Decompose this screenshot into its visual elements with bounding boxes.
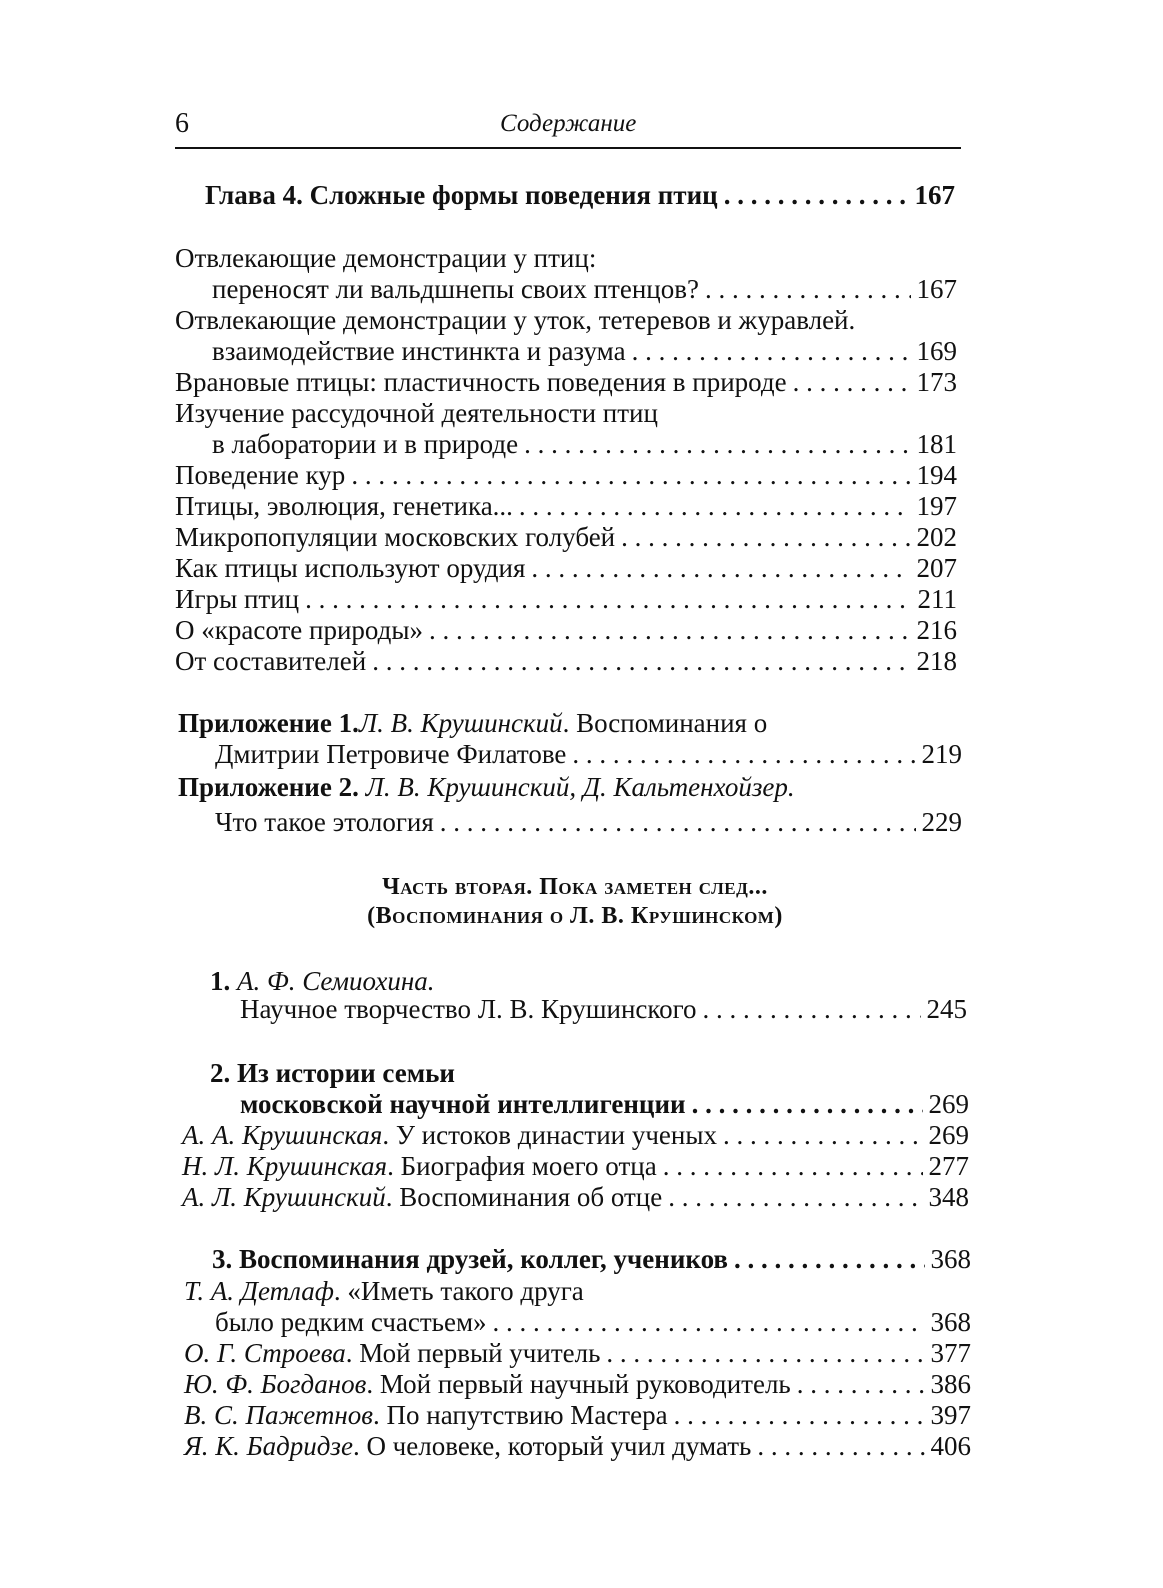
header-rule: [175, 147, 961, 149]
leader-dots: [734, 1244, 925, 1275]
leader-dots: [705, 274, 911, 305]
leader-dots: [703, 994, 921, 1025]
leader-dots: [668, 1182, 922, 1213]
leader-dots: [723, 1120, 922, 1151]
page-ref: 245: [926, 994, 967, 1024]
appendix-2-heading: Приложение 2. Л. В. Крушинский, Д. Кальтенхойзер.: [178, 772, 795, 802]
toc-entry: Ю. Ф. Богданов. Мой первый научный руководитель . . . 386: [184, 1369, 971, 1400]
running-title: Содержание: [500, 110, 637, 137]
part-two-heading-line2: (Воспоминания о Л. В. Крушинском): [367, 903, 783, 929]
toc-entry: Я. К. Бадридзе. О человеке, который учил думать . . . 406: [184, 1431, 971, 1462]
appendix-1-entry: Дмитрии Петровиче Филатове . . . 219: [215, 739, 962, 770]
page-ref: 406: [930, 1431, 971, 1461]
page-ref: 368: [930, 1307, 971, 1337]
leader-dots: [519, 491, 911, 522]
page-ref: 197: [916, 491, 957, 521]
page-ref: 269: [928, 1089, 969, 1119]
toc-entry: В. С. Пажетнов. По напутствию Мастера . . . 397: [184, 1400, 971, 1431]
leader-dots: [793, 367, 911, 398]
page-ref: 167: [914, 180, 955, 210]
leader-dots: [724, 180, 909, 211]
toc-entry-title: Т. А. Детлаф. «Иметь такого друга: [184, 1276, 584, 1306]
toc-entry: От составителей . . . 218: [175, 646, 957, 677]
toc-entry: А. Л. Крушинский. Воспоминания об отце . . . 348: [182, 1182, 969, 1213]
toc-entry-title: Отвлекающие демонстрации у птиц:: [175, 243, 597, 273]
chapter-heading: Глава 4. Сложные формы поведения птиц . . . 167: [205, 180, 955, 211]
leader-dots: [674, 1400, 925, 1431]
toc-entry: Н. Л. Крушинская. Биография моего отца . . . 277: [182, 1151, 969, 1182]
leader-dots: [632, 336, 911, 367]
toc-entry-title: Изучение рассудочной деятельности птиц: [175, 398, 658, 428]
section-1-entry: Научное творчество Л. В. Крушинского . . . 245: [240, 994, 967, 1025]
toc-entry: Птицы, эволюция, генетика... . . . 197: [175, 491, 957, 522]
page-ref: 386: [930, 1369, 971, 1399]
page-ref: 173: [916, 367, 957, 397]
page-ref: 194: [916, 460, 957, 490]
section-2-heading: 2. Из истории семьи: [210, 1058, 455, 1088]
toc-entry: Игры птиц . . . 211: [175, 584, 957, 615]
leader-dots: [429, 615, 910, 646]
toc-entry: О «красоте природы» . . . 216: [175, 615, 957, 646]
page-ref: 207: [916, 553, 957, 583]
leader-dots: [372, 646, 910, 677]
part-two-heading-line1: Часть вторая. Пока заметен след...: [382, 874, 768, 900]
page-ref: 216: [916, 615, 957, 645]
toc-entry: было редким счастьем» . . . 368: [215, 1307, 971, 1338]
leader-dots: [351, 460, 910, 491]
page-ref: 167: [916, 274, 957, 304]
leader-dots: [663, 1151, 923, 1182]
toc-entry: Врановые птицы: пластичность поведения в природе . . . 173: [175, 367, 957, 398]
toc-entry: Как птицы используют орудия . . . 207: [175, 553, 957, 584]
page-number: 6: [175, 108, 189, 139]
page-ref: 211: [917, 584, 957, 614]
leader-dots: [572, 739, 915, 770]
page-ref: 397: [930, 1400, 971, 1430]
toc-entry-title: Отвлекающие демонстрации у уток, тетеревов и журавлей.: [175, 305, 856, 335]
leader-dots: [621, 522, 910, 553]
appendix-2-entry: Что такое этология . . . 229: [215, 807, 962, 838]
leader-dots: [797, 1369, 925, 1400]
page-ref: 229: [921, 807, 962, 837]
section-2-heading-entry: московской научной интеллигенции . . . 269: [240, 1089, 969, 1120]
section-1-heading: 1. А. Ф. Семиохина.: [210, 966, 435, 996]
toc-entry: взаимодействие инстинкта и разума . . . 169: [212, 336, 957, 367]
leader-dots: [692, 1089, 923, 1120]
page-ref: 181: [916, 429, 957, 459]
toc-entry: в лаборатории и в природе . . . 181: [212, 429, 957, 460]
leader-dots: [606, 1338, 924, 1369]
page-ref: 348: [928, 1182, 969, 1212]
leader-dots: [524, 429, 910, 460]
page-ref: 169: [916, 336, 957, 366]
toc-entry: А. А. Крушинская. У истоков династии ученых . . . 269: [182, 1120, 969, 1151]
page-ref: 277: [928, 1151, 969, 1181]
page-ref: 219: [921, 739, 962, 769]
leader-dots: [757, 1431, 924, 1462]
toc-entry: переносят ли вальдшнепы своих птенцов? . . . 167: [212, 274, 957, 305]
section-3-heading-entry: 3. Воспоминания друзей, коллег, учеников . . . 368: [212, 1244, 971, 1275]
toc-entry: О. Г. Строева. Мой первый учитель . . . 377: [184, 1338, 971, 1369]
leader-dots: [305, 584, 911, 615]
page-ref: 377: [930, 1338, 971, 1368]
page-ref: 202: [916, 522, 957, 552]
leader-dots: [440, 807, 916, 838]
page-ref: 218: [916, 646, 957, 676]
leader-dots: [493, 1307, 925, 1338]
page-ref: 269: [928, 1120, 969, 1150]
leader-dots: [531, 553, 910, 584]
toc-entry: Поведение кур . . . 194: [175, 460, 957, 491]
appendix-1-heading: Приложение 1.Л. В. Крушинский. Воспоминания о: [178, 708, 768, 738]
page-ref: 368: [930, 1244, 971, 1274]
toc-entry: Микропопуляции московских голубей . . . 202: [175, 522, 957, 553]
